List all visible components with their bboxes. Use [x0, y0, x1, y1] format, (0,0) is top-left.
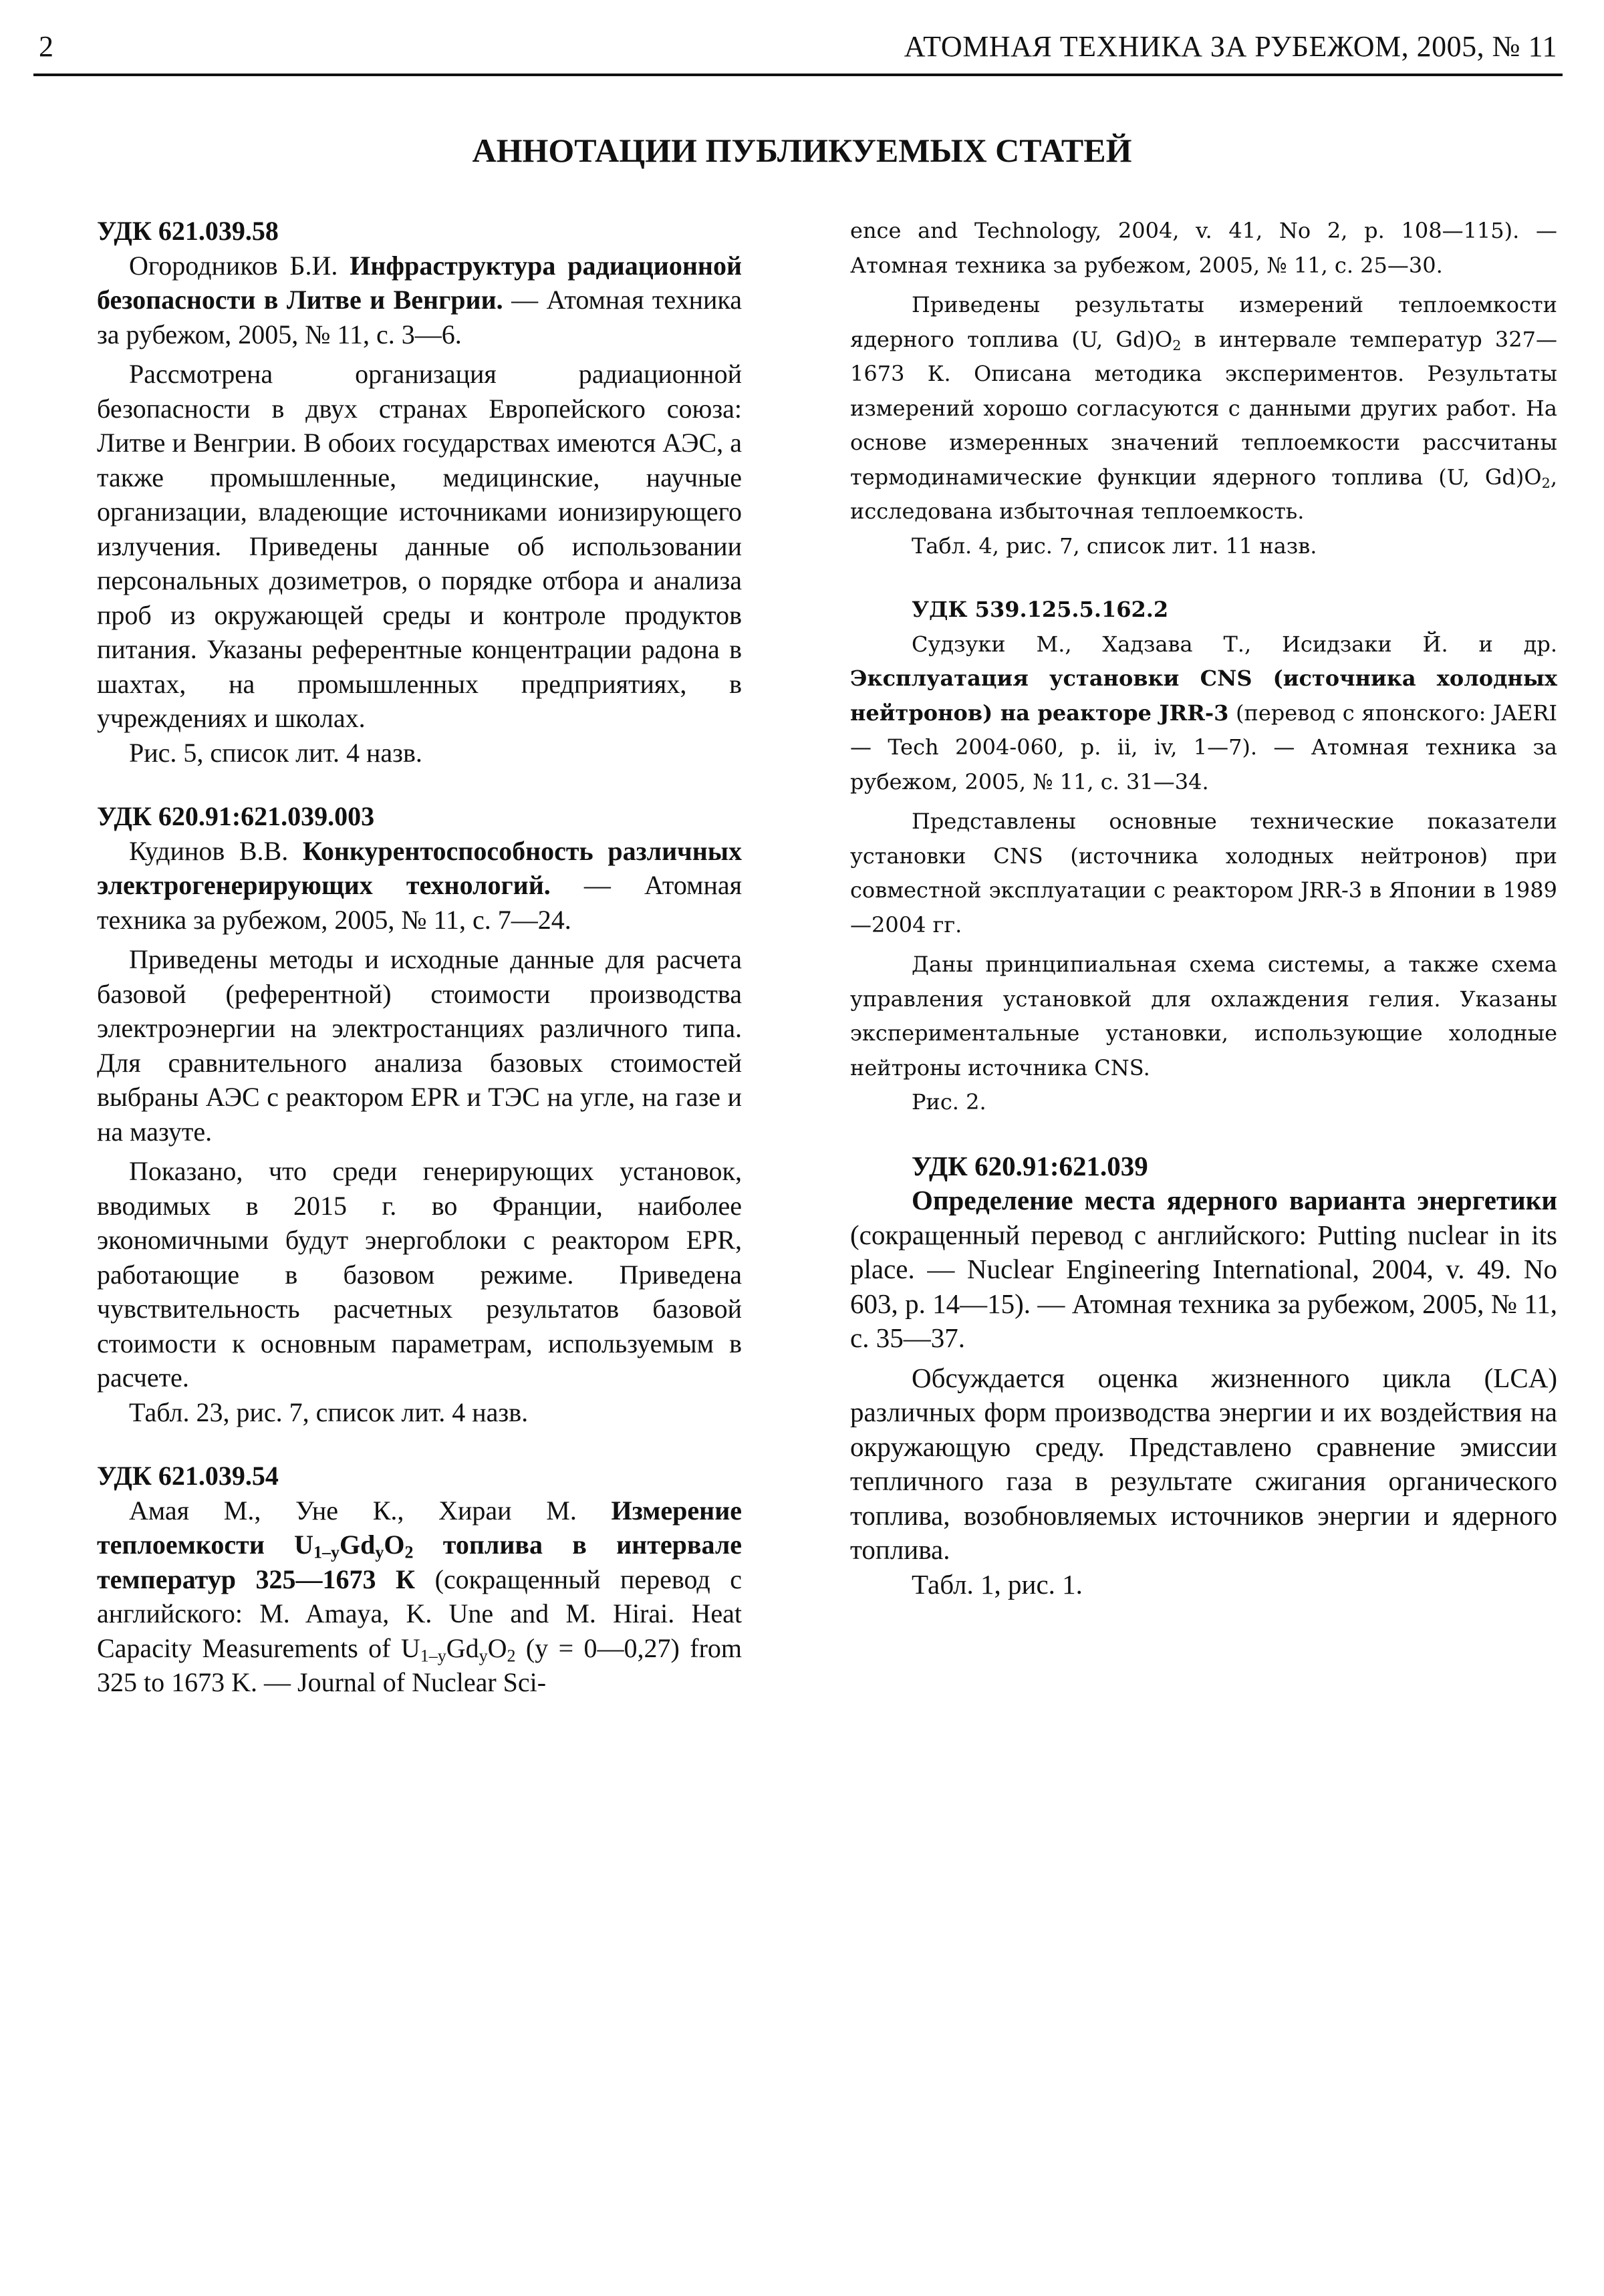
abstract-paragraph: Обсуждается оценка жизненного цикла (LCA) различных форм производства энергии и их воздействия на окружающую среду. Представлено сравнение эмиссии тепличного газа в результате сжигания органического топлива, возобновляемых источников энергии и ядерного топлива.	[850, 1362, 1557, 1565]
abstract-paragraph: Приведены методы и исходные данные для расчета базовой (референтной) стоимости производства электроэнергии на электростанциях различного типа. Для сравнительного анализа базовых стоимостей выбраны АЭС с реактором EPR и ТЭС на угле, на газе и на мазуте.	[97, 944, 742, 1147]
article-footer: Табл. 4, рис. 7, список лит. 11 назв.	[912, 533, 1317, 559]
article-citation	[850, 1183, 1557, 1356]
article-footer: Рис. 5, список лит. 4 назв.	[129, 737, 422, 768]
header-rule	[33, 74, 1563, 76]
abstract-paragraph: Представлены основные технические показатели установки CNS (источника холодных нейтронов) при совместной эксплуатации с реактором JRR-3 в Японии в 1989—2004 гг.	[850, 809, 1557, 938]
right-column	[850, 214, 1557, 1602]
article-footer: Табл. 23, рис. 7, список лит. 4 назв.	[129, 1397, 529, 1427]
source-continued: ence and Technology, 2004, v. 41, No 2, p. 108—115). — Атомная техника за рубежом, 2005, № 11, с. 25—30.	[850, 218, 1557, 278]
article-title: Конкурентоспособность различных электрогенерирующих технологий.	[97, 835, 742, 900]
source: (сокращенный перевод с английского: Putting nuclear in its place. — Nuclear Engineering International, 2004, v. 49. No 603, p. 14—15). — Атомная техника за рубежом, 2005, № 11, с. 35—37.	[850, 1219, 1557, 1353]
authors: Огородников Б.И.	[129, 250, 350, 281]
article-footer: Табл. 1, рис. 1.	[912, 1568, 1083, 1600]
article-1	[97, 214, 742, 770]
authors: Амая М., Уне К., Хираи М.	[129, 1495, 612, 1526]
left-column	[97, 214, 742, 1700]
udc-code: УДК 620.91:621.039.003	[97, 801, 375, 831]
authors: Кудинов В.В.	[129, 835, 303, 866]
udc-code: УДК 539.125.5.162.2	[912, 597, 1169, 622]
article-3-continued	[850, 214, 1557, 563]
running-title: АТОМНАЯ ТЕХНИКА ЗА РУБЕЖОМ, 2005, № 11	[904, 30, 1557, 63]
article-citation	[97, 249, 742, 352]
article-citation	[850, 627, 1557, 800]
udc-code: УДК 621.039.54	[97, 1461, 279, 1491]
article-4	[850, 593, 1557, 1120]
article-3	[97, 1459, 742, 1700]
udc-code: УДК 621.039.58	[97, 216, 279, 246]
source: (сокращенный перевод с английского: M. Amaya, K. Une and M. Hirai. Heat Capacity Measurements of $U_{1-y}Gd_yO_2$ (y = 0—0,27) from 325 to 1673 K. — Journal of Nuclear Sci-	[97, 1564, 742, 1697]
source: — Атомная техника за рубежом, 2005, № 11, с. 7—24.	[97, 870, 742, 935]
authors: Судзуки М., Хадзава Т., Исидзаки Й. и др.	[912, 631, 1557, 657]
abstract-paragraph: Даны принципиальная схема системы, а также схема управления установкой для охлаждения гелия. Указаны экспериментальные установки, использующие холодные нейтроны источника CNS.	[850, 952, 1557, 1081]
article-5	[850, 1149, 1557, 1602]
article-2	[97, 799, 742, 1429]
abstract-paragraph: Показано, что среди генерирующих установок, вводимых в 2015 г. во Франции, наиболее экономичными будут энергоблоки с реактором EPR, работающие в базовом режиме. Приведена чувствительность расчетных результатов базовой стоимости к основным параметрам, используемым в расчете.	[97, 1156, 742, 1393]
article-title: Измерение теплоемкости $U_{1-y}Gd_yO_2$ топлива в интервале температур 325—1673 К	[97, 1495, 743, 1594]
article-citation	[97, 1493, 742, 1700]
abstract-paragraph: Рассмотрена организация радиационной безопасности в двух странах Европейского союза: Литве и Венгрии. В обоих государствах имеются АЭС, а также промышленные, медицинские, научные организации, владеющие источниками ионизирующего излучения. Приведены данные об использовании персональных дозиметров, о порядке отбора и анализа проб из окружающей среды и контроле продуктов питания. Указаны референтные концентрации радона в шахтах, на промышленных предприятиях, в учреждениях и школах.	[97, 359, 742, 733]
page-number: 2	[39, 30, 53, 63]
article-footer: Рис. 2.	[912, 1089, 986, 1115]
udc-code: УДК 620.91:621.039	[912, 1150, 1148, 1181]
page-title: АННОТАЦИИ ПУБЛИКУЕМЫХ СТАТЕЙ	[472, 132, 1132, 169]
article-title: Эксплуатация установки CNS (источника холодных нейтронов) на реакторе JRR-3	[850, 666, 1557, 726]
article-title: Инфраструктура радиационной безопасности в Литве и Венгрии.	[97, 250, 742, 315]
source: (перевод с японского: JAERI — Tech 2004-060, p. ii, iv, 1—7). — Атомная техника за рубежом, 2005, № 11, с. 31—34.	[850, 700, 1557, 795]
article-title: Определение места ядерного варианта энергетики	[912, 1185, 1557, 1215]
article-citation	[97, 834, 742, 938]
abstract-paragraph: Приведены результаты измерений теплоемкости ядерного топлива (U, $Gd)O_2$ в интервале температур 327—1673 К. Описана методика экспериментов. Результаты измерений хорошо согласуются с данными других работ. На основе измеренных значений теплоемкости рассчитаны термодинамические функции ядерного топлива (U, $Gd)O_2$, исследована избыточная теплоемкость.	[850, 292, 1558, 524]
source: — Атомная техника за рубежом, 2005, № 11, с. 3—6.	[97, 285, 743, 349]
